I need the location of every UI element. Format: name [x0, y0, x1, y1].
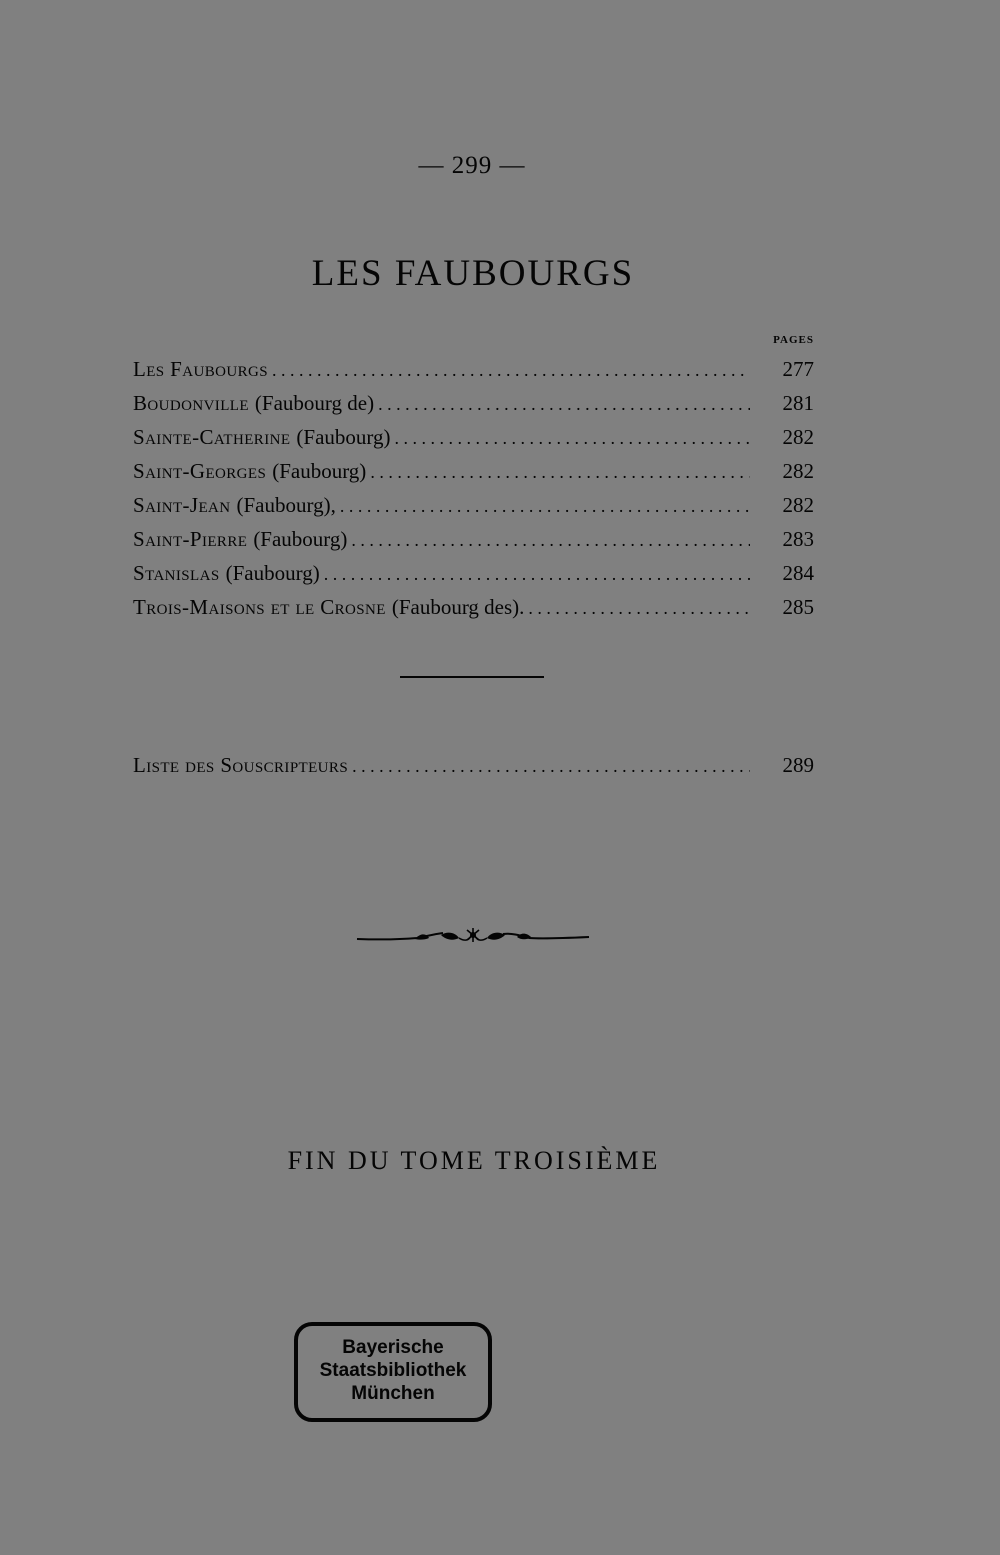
dot-leader	[340, 496, 750, 517]
toc-entry-name: Saint-Pierre	[133, 527, 248, 551]
toc-entry-page: 282	[782, 459, 814, 483]
toc-entry	[133, 527, 814, 557]
toc-entry-page: 289	[782, 753, 814, 777]
dot-leader	[272, 360, 750, 381]
toc-entry-page: 277	[782, 357, 814, 381]
toc-entry	[133, 493, 814, 523]
toc-entry-page: 282	[782, 425, 814, 449]
toc-entry-name: Saint-Jean	[133, 493, 231, 517]
toc-entry-name: Sainte-Catherine	[133, 425, 291, 449]
toc-entry-note: (Faubourg)	[296, 425, 391, 449]
dot-leader	[352, 756, 750, 777]
toc-entry-note: (Faubourg),	[236, 493, 336, 517]
dot-leader	[324, 564, 750, 585]
toc-entry-name: Liste des Souscripteurs	[133, 753, 349, 777]
ornament-flourish-icon	[355, 922, 591, 952]
library-stamp	[294, 1322, 492, 1422]
section-divider	[400, 676, 544, 678]
stamp-line-2: Staatsbibliothek	[319, 1360, 467, 1381]
dot-leader	[370, 462, 750, 483]
toc-entry-note: (Faubourg)	[272, 459, 367, 483]
toc-entry	[133, 357, 814, 387]
toc-entry-page: 282	[782, 493, 814, 517]
dot-leader	[528, 598, 750, 619]
stamp-line-1: Bayerische	[342, 1337, 444, 1358]
toc-entry-page: 284	[782, 561, 814, 585]
toc-entry-name: Saint-Georges	[133, 459, 267, 483]
toc-entry-note: (Faubourg)	[253, 527, 348, 551]
toc-entry	[133, 459, 814, 489]
toc-entry	[133, 425, 814, 455]
dot-leader	[351, 530, 750, 551]
toc-entry-page: 281	[782, 391, 814, 415]
toc-entry-page: 285	[782, 595, 814, 619]
toc-entry-name: Boudonville	[133, 391, 249, 415]
toc-entry-name: Trois-Maisons et le Crosne	[133, 595, 386, 619]
toc-entry	[133, 561, 814, 591]
pages-column-header: PAGES	[773, 334, 814, 346]
toc-entry-note: (Faubourg de)	[254, 391, 375, 415]
toc-entry-subscribers	[133, 753, 814, 783]
section-title: LES FAUBOURGS	[311, 253, 635, 294]
toc-entry	[133, 595, 814, 625]
dot-leader	[395, 428, 751, 449]
toc-entry-name: Les Faubourgs	[133, 357, 268, 381]
toc-entry-page: 283	[782, 527, 814, 551]
toc-entry-note: (Faubourg des).	[391, 595, 525, 619]
stamp-line-3: München	[351, 1383, 435, 1404]
toc-entry	[133, 391, 814, 421]
dot-leader	[378, 394, 750, 415]
toc-entry-name: Stanislas	[133, 561, 220, 585]
toc-entry-note: (Faubourg)	[225, 561, 320, 585]
page-number: — 299 —	[418, 152, 526, 179]
end-of-volume-text: FIN DU TOME TROISIÈME	[287, 1146, 661, 1175]
